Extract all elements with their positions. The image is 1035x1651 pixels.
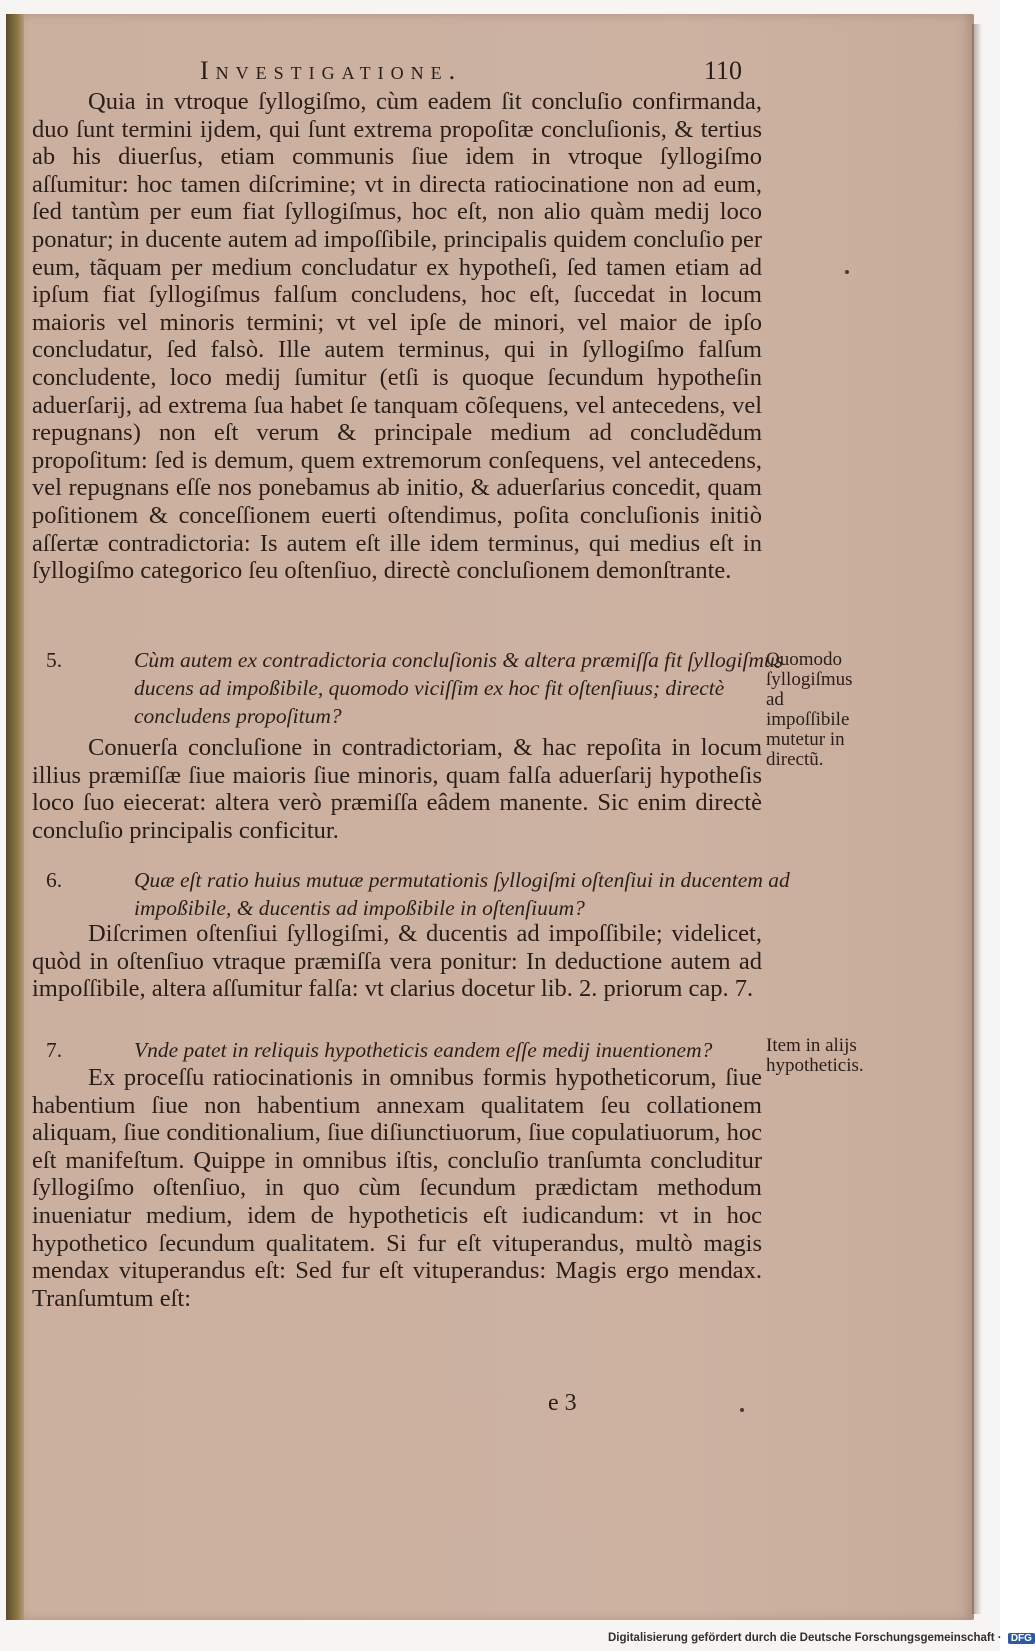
page-number: 110 <box>704 56 743 85</box>
signature-mark: e 3 <box>548 1390 577 1416</box>
funding-footer <box>608 1632 1032 1648</box>
paragraph-4: Ex proceſſu ratiocinationis in omnibus formis hypotheticorum, ſiue habentium ſiue non habentium annexam qualitatem ſeu collationem aliquam, ſiue conditionalium, ſiue diſiunctiuorum, ſiue copulatiuorum, hoc eſt manifeſtum. Quippe in omnibus iſtis, concluſio tranſumta concluditur ſyllogiſmo oſtenſiuo, in quo cùm ſecundum prædictam methodum inueniatur medium, idem de hypotheticis eſt iudicandum: vt in hoc hypothetico ſecundum qualitatem. Si fur eſt vituperandus, multò magis mendax vituperandus eſt: Sed fur eſt vituperandus: Magis ergo mendax. Tranſumtum eſt: <box>32 1064 762 1312</box>
question-6-text: Quæ eſt ratio huius mutuæ permutationis ſyllogiſmi oſtenſiui in ducentem ad impoßibile, & ducentis ad impoßibile in oſtenſiuum? <box>134 868 790 920</box>
question-6-number: 6. <box>46 868 63 892</box>
question-7 <box>46 1036 804 1064</box>
ink-speck <box>740 1408 744 1412</box>
book-binding <box>6 14 24 1620</box>
paragraph-3: Diſcrimen oſtenſiui ſyllogiſmi, & ducentis ad impoſſibile; videlicet, quòd in oſtenſiuo vtraque præmiſſa vera ponitur: In deductione autem ad impoſſibile, altera aſſumitur falſa: vt clarius docetur lib. 2. priorum cap. 7. <box>32 920 762 1003</box>
page-edge-shadow <box>972 24 982 1614</box>
ink-speck <box>845 270 849 274</box>
question-5 <box>46 646 804 730</box>
paragraph-2: Conuerſa concluſione in contradictoriam, & hac repoſita in locum illius præmiſſæ ſiue maioris ſiue minoris, quam falſa aduerſarij hypotheſis loco ſuo eiecerat: altera verò præmiſſa eâdem manente. Sic enim directè concluſio principalis conficitur. <box>32 734 762 844</box>
question-6 <box>46 866 804 922</box>
margin-note-7: Item in alijs hypotheticis. <box>766 1035 864 1076</box>
footer-text: Digitalisierung gefördert durch die Deutsche Forschungsgemeinschaft <box>608 1632 995 1644</box>
dfg-logo-icon: DFG <box>1008 1633 1035 1644</box>
paragraph-1: Quia in vtroque ſyllogiſmo, cùm eadem ſit concluſio confirmanda, duo ſunt termini ijdem, qui ſunt extrema propoſitæ concluſionis, & tertius ab his diuerſus, etiam communis ſiue idem in vtroque ſyllogiſmo aſſumitur: hoc tamen diſcrimine; vt in directa ratiocinatione non ad eum, ſed tantùm per eum fiat ſyllogiſmus, hoc eſt, non alio quàm medij loco ponatur; in ducente autem ad impoſſibile, principalis quidem concluſio per eum, tãquam per medium concludatur ex hypotheſi, ſed tamen etiam ad ipſum fiat ſyllogiſmus falſum concludens, hoc eſt, ſuccedat in locum maioris vel minoris termini; vt vel ipſe de minori, vel maior de ipſo concludatur, ſed falsò. Ille autem terminus, qui in ſyllogiſmo falſum concludente, loco medij ſumitur (etſi is quoque ſecundum hypotheſin aduerſarij, ad extrema ſua habet ſe tanquam cõſequens, vel antecedens, vel repugnans) non eſt verum & principale medium ad concludẽdum propoſitum: ſed is demum, quem extremorum conſequens, vel antecedens, vel repugnans eſſe nos ponebamus ab initio, & aduerſarius concedit, quam poſitionem & conceſſionem euerti oſtendimus, poſita concluſionis initiò aſſertæ contradictoria: Is autem eſt ille idem terminus, qui medius eſt in ſyllogiſmo categorico ſeu oſtenſiuo, directè concluſionem demonſtrante. <box>32 88 762 585</box>
question-5-text: Cùm autem ex contradictoria concluſionis & altera præmiſſa fit ſyllogiſmus ducens ad impoßibile, quomodo viciſſim ex hoc fit oſtenſiuus; directè concludens propoſitum? <box>134 648 784 728</box>
question-7-text: Vnde patet in reliquis hypotheticis eandem eſſe medij inuentionem? <box>134 1038 713 1062</box>
running-head: Investigatione. <box>200 56 463 85</box>
question-5-number: 5. <box>46 648 63 672</box>
margin-note-5: Quomodo ſyllogiſmus ad impoſſibile mutetur in directũ. <box>766 649 853 770</box>
footer-separator: · <box>997 1632 1005 1644</box>
question-7-number: 7. <box>46 1038 63 1062</box>
